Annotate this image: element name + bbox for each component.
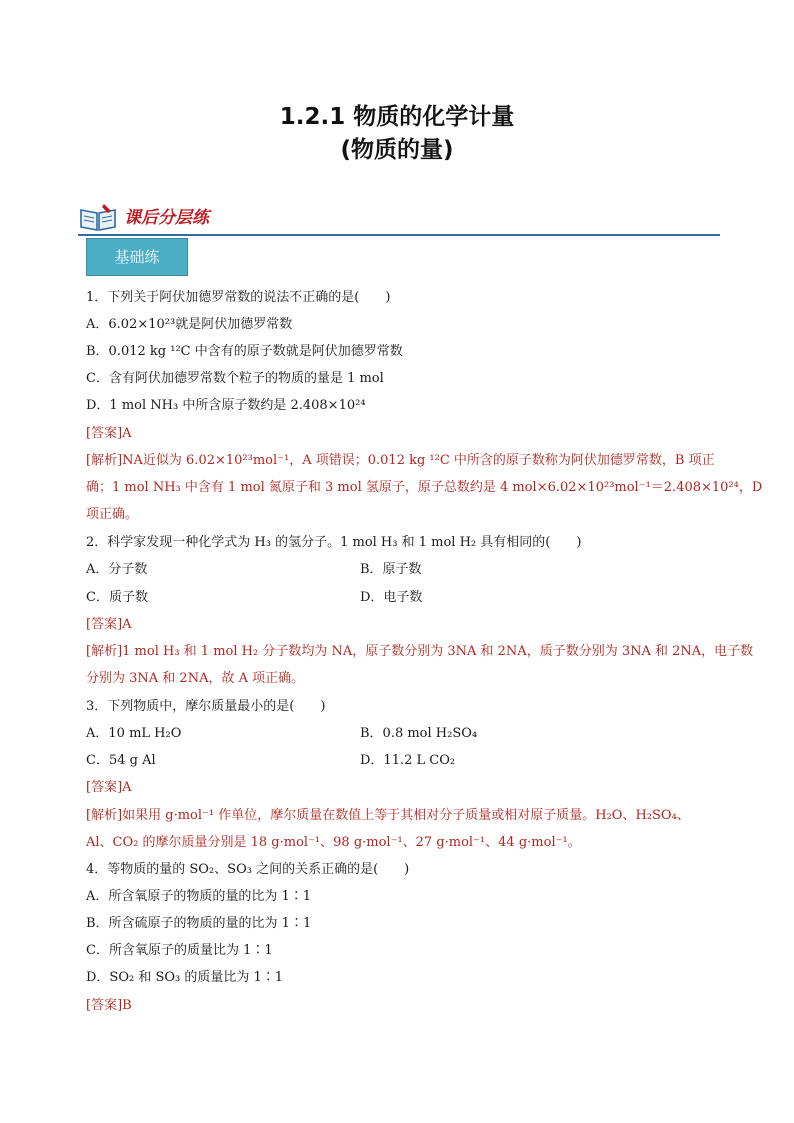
q3-answer: [答案]A bbox=[86, 780, 132, 795]
q2-explanation-line1: [解析]1 mol H₃ 和 1 mol H₂ 分子数均为 NA，原子数分别为 3NA 和 2NA，质子数分别为 3NA 和 2NA，电子数 bbox=[86, 644, 754, 659]
q1-option-d: D．1 mol NH₃ 中所含原子数约是 2.408×10²⁴ bbox=[86, 398, 366, 413]
q2-option-a: A．分子数 bbox=[86, 562, 148, 577]
q4-stem: 4．等物质的量的 SO₂、SO₃ 之间的关系正确的是( ) bbox=[86, 862, 410, 877]
q1-explanation-line3: 项正确。 bbox=[86, 507, 139, 522]
q3-option-a: A．10 mL H₂O bbox=[86, 726, 182, 741]
q1-option-c: C．含有阿伏加德罗常数个粒子的物质的量是 1 mol bbox=[86, 371, 384, 386]
q4-option-c: C．所含氧原子的质量比为 1∶1 bbox=[86, 943, 273, 958]
page-subtitle: (物质的量) bbox=[340, 137, 454, 163]
open-book-icon bbox=[78, 202, 118, 232]
q1-stem: 1．下列关于阿伏加德罗常数的说法不正确的是( ) bbox=[86, 290, 391, 305]
q3-explanation-line2: Al、CO₂ 的摩尔质量分别是 18 g·mol⁻¹、98 g·mol⁻¹、27 g·mol⁻¹、44 g·mol⁻¹。 bbox=[86, 835, 581, 850]
q4-option-d: D．SO₂ 和 SO₃ 的质量比为 1∶1 bbox=[86, 970, 284, 985]
q4-option-b: B．所含硫原子的物质的量的比为 1∶1 bbox=[86, 916, 312, 931]
q1-answer: [答案]A bbox=[86, 426, 132, 441]
q2-option-b: B．原子数 bbox=[360, 562, 422, 577]
q2-explanation-line2: 分别为 3NA 和 2NA，故 A 项正确。 bbox=[86, 671, 305, 686]
q1-option-b: B．0.012 kg ¹²C 中含有的原子数就是阿伏加德罗常数 bbox=[86, 344, 403, 359]
q1-explanation-line2: 确；1 mol NH₃ 中含有 1 mol 氮原子和 3 mol 氢原子，原子总数约是 4 mol×6.02×10²³mol⁻¹＝2.408×10²⁴，D bbox=[86, 480, 763, 495]
q3-option-c: C．54 g Al bbox=[86, 753, 156, 768]
q3-explanation-line1: [解析]如果用 g·mol⁻¹ 作单位，摩尔质量在数值上等于其相对分子质量或相对原子质量。H₂O、H₂SO₄、 bbox=[86, 808, 690, 823]
q3-stem: 3．下列物质中，摩尔质量最小的是( ) bbox=[86, 699, 326, 714]
q1-option-a: A．6.02×10²³就是阿伏加德罗常数 bbox=[86, 317, 293, 332]
section-header bbox=[78, 200, 720, 236]
section-divider bbox=[78, 234, 720, 236]
section-title: 课后分层练 bbox=[124, 208, 209, 228]
q2-answer: [答案]A bbox=[86, 617, 132, 632]
q1-explanation-line1: [解析]NA近似为 6.02×10²³mol⁻¹，A 项错误；0.012 kg ¹²C 中所含的原子数称为阿伏加德罗常数，B 项正 bbox=[86, 453, 715, 468]
q2-option-d: D．电子数 bbox=[360, 590, 423, 605]
q2-stem: 2．科学家发现一种化学式为 H₃ 的氢分子。1 mol H₃ 和 1 mol H₂ 具有相同的( ) bbox=[86, 535, 582, 550]
q2-option-c: C．质子数 bbox=[86, 590, 148, 605]
q4-option-a: A．所含氧原子的物质的量的比为 1∶1 bbox=[86, 889, 312, 904]
q3-option-d: D．11.2 L CO₂ bbox=[360, 753, 456, 768]
q4-answer: [答案]B bbox=[86, 998, 132, 1013]
page-title: 1.2.1 物质的化学计量 bbox=[279, 104, 515, 130]
tab-basic-practice[interactable]: 基础练 bbox=[86, 238, 188, 276]
q3-option-b: B．0.8 mol H₂SO₄ bbox=[360, 726, 478, 741]
